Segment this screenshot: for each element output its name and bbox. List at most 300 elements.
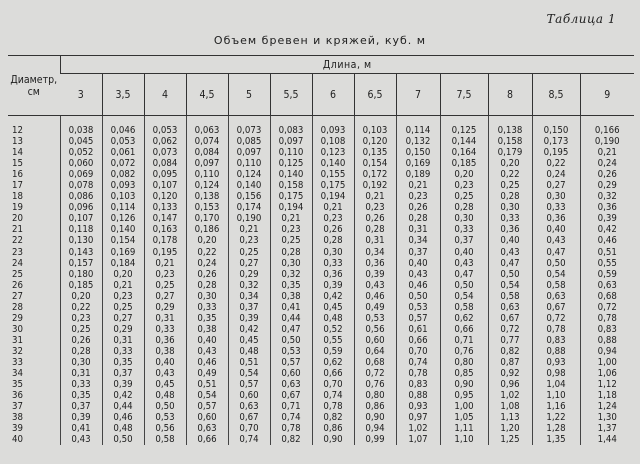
volume-cell: 0,32 xyxy=(270,269,312,280)
volume-cell: 0,170 xyxy=(186,213,228,224)
volume-cell: 0,88 xyxy=(532,346,580,357)
diameter-cell: 29 xyxy=(12,312,23,324)
volume-cell: 0,107 xyxy=(60,213,102,224)
volume-cell: 0,50 xyxy=(488,269,532,280)
table-row xyxy=(8,258,634,269)
volume-cell: 0,46 xyxy=(396,280,440,291)
volume-cell: 0,28 xyxy=(440,202,488,213)
volume-cell: 0,27 xyxy=(532,180,580,191)
volume-cell: 0,78 xyxy=(580,313,634,324)
table-row xyxy=(8,213,634,224)
volume-cell: 0,33 xyxy=(488,213,532,224)
volume-cell: 0,125 xyxy=(440,116,488,137)
volume-cell: 0,37 xyxy=(396,247,440,258)
table-row xyxy=(8,379,634,390)
volume-cell: 0,40 xyxy=(186,335,228,346)
volume-cell: 0,26 xyxy=(312,224,354,235)
table-row xyxy=(8,169,634,180)
volume-cell: 0,74 xyxy=(270,412,312,423)
volume-cell: 0,86 xyxy=(354,401,396,412)
volume-cell: 0,72 xyxy=(580,302,634,313)
volume-cell: 0,53 xyxy=(396,302,440,313)
volume-cell: 0,50 xyxy=(532,258,580,269)
volume-cell: 0,55 xyxy=(580,258,634,269)
volume-cell: 0,39 xyxy=(228,313,270,324)
volume-cell: 0,23 xyxy=(102,291,144,302)
volume-cell: 0,36 xyxy=(580,202,634,213)
volume-cell: 0,172 xyxy=(354,169,396,180)
volume-cell: 0,86 xyxy=(312,423,354,434)
volume-cell: 0,83 xyxy=(580,324,634,335)
volume-cell: 0,78 xyxy=(270,423,312,434)
volume-cell: 0,62 xyxy=(440,313,488,324)
volume-cell: 0,88 xyxy=(396,390,440,401)
volume-cell: 0,25 xyxy=(440,191,488,202)
volume-cell: 0,42 xyxy=(102,390,144,401)
table-body xyxy=(8,116,634,446)
volume-cell: 0,20 xyxy=(60,291,102,302)
diameter-cell: 31 xyxy=(12,334,23,346)
diameter-cell: 36 xyxy=(12,390,23,402)
volume-cell: 0,47 xyxy=(488,258,532,269)
volume-cell: 0,23 xyxy=(144,269,186,280)
volume-cell: 0,37 xyxy=(60,401,102,412)
volume-cell: 0,150 xyxy=(532,116,580,137)
volume-cell: 0,069 xyxy=(60,169,102,180)
volume-cell: 0,132 xyxy=(396,136,440,147)
volume-cell: 0,74 xyxy=(312,390,354,401)
volume-cell: 0,26 xyxy=(580,169,634,180)
table-row xyxy=(8,191,634,202)
volume-cell: 0,39 xyxy=(60,412,102,423)
volume-cell: 0,086 xyxy=(60,191,102,202)
volume-cell: 0,43 xyxy=(396,269,440,280)
volume-cell: 0,54 xyxy=(440,291,488,302)
volume-cell: 0,45 xyxy=(228,335,270,346)
length-column-header: 4,5 xyxy=(186,74,228,116)
volume-cell: 0,093 xyxy=(102,180,144,191)
volume-cell: 0,110 xyxy=(270,147,312,158)
volume-cell: 0,22 xyxy=(488,169,532,180)
volume-cell: 0,27 xyxy=(102,313,144,324)
volume-cell: 1,05 xyxy=(440,412,488,423)
volume-cell: 1,44 xyxy=(580,434,634,445)
volume-cell: 0,20 xyxy=(186,235,228,246)
volume-cell: 0,155 xyxy=(312,169,354,180)
length-column-header: 9 xyxy=(580,74,634,116)
volume-cell: 0,173 xyxy=(532,136,580,147)
volume-cell: 0,052 xyxy=(60,147,102,158)
volume-cell: 0,053 xyxy=(144,116,186,137)
diameter-cell: 34 xyxy=(12,368,23,380)
table-number-label: Таблица 1 xyxy=(546,12,616,26)
volume-cell: 0,060 xyxy=(60,158,102,169)
volume-cell: 0,47 xyxy=(532,247,580,258)
length-column-header: 7 xyxy=(396,74,440,116)
volume-cell: 0,20 xyxy=(488,158,532,169)
volume-cell: 0,49 xyxy=(186,368,228,379)
volume-cell: 0,35 xyxy=(60,390,102,401)
volume-cell: 0,153 xyxy=(186,202,228,213)
diameter-header xyxy=(8,56,60,116)
volume-cell: 0,190 xyxy=(228,213,270,224)
volume-cell: 0,093 xyxy=(312,116,354,137)
volume-cell: 0,22 xyxy=(186,247,228,258)
volume-cell: 0,60 xyxy=(228,390,270,401)
volume-cell: 1,12 xyxy=(580,379,634,390)
volume-cell: 0,66 xyxy=(440,324,488,335)
diameter-cell: 13 xyxy=(12,136,23,148)
volume-cell: 0,114 xyxy=(396,116,440,137)
volume-cell: 0,26 xyxy=(396,202,440,213)
volume-cell: 1,10 xyxy=(440,434,488,445)
volume-cell: 1,35 xyxy=(532,434,580,445)
volume-cell: 0,30 xyxy=(186,291,228,302)
volume-cell: 0,28 xyxy=(312,235,354,246)
volume-cell: 0,88 xyxy=(580,335,634,346)
volume-cell: 0,30 xyxy=(440,213,488,224)
volume-cell: 0,21 xyxy=(102,280,144,291)
volume-cell: 0,084 xyxy=(144,158,186,169)
table-row xyxy=(8,280,634,291)
table-row xyxy=(8,291,634,302)
volume-cell: 0,41 xyxy=(270,302,312,313)
volume-cell: 0,194 xyxy=(312,191,354,202)
table-title: Объем бревен и кряжей, куб. м xyxy=(213,34,427,47)
volume-cell: 0,23 xyxy=(312,213,354,224)
volume-cell: 0,130 xyxy=(60,235,102,246)
volume-cell: 0,038 xyxy=(60,116,102,137)
volume-cell: 0,98 xyxy=(532,368,580,379)
volume-cell: 0,39 xyxy=(580,213,634,224)
volume-cell: 0,34 xyxy=(396,235,440,246)
volume-cell: 0,43 xyxy=(60,434,102,445)
volume-cell: 0,50 xyxy=(396,291,440,302)
length-column-header: 8 xyxy=(488,74,532,116)
table-row xyxy=(8,302,634,313)
volume-cell: 0,60 xyxy=(186,412,228,423)
volume-cell: 0,55 xyxy=(312,335,354,346)
volume-cell: 0,60 xyxy=(270,368,312,379)
volume-cell: 0,074 xyxy=(186,136,228,147)
volume-cell: 0,26 xyxy=(60,335,102,346)
volume-cell: 0,22 xyxy=(532,158,580,169)
volume-cell: 0,21 xyxy=(396,180,440,191)
volume-cell: 0,87 xyxy=(488,357,532,368)
volume-cell: 0,44 xyxy=(270,313,312,324)
volume-cell: 0,58 xyxy=(532,280,580,291)
volume-cell: 0,138 xyxy=(186,191,228,202)
volume-cell: 0,94 xyxy=(580,346,634,357)
volume-cell: 0,36 xyxy=(532,213,580,224)
volume-cell: 0,46 xyxy=(580,235,634,246)
volume-cell: 0,67 xyxy=(228,412,270,423)
volume-cell: 0,140 xyxy=(312,158,354,169)
table-row xyxy=(8,423,634,434)
volume-cell: 0,41 xyxy=(60,423,102,434)
volume-cell: 0,190 xyxy=(580,136,634,147)
volume-cell: 0,38 xyxy=(270,291,312,302)
volume-cell: 0,24 xyxy=(580,158,634,169)
volume-cell: 0,63 xyxy=(488,302,532,313)
volume-cell: 0,110 xyxy=(186,169,228,180)
diameter-cell: 33 xyxy=(12,356,23,368)
volume-cell: 0,35 xyxy=(102,357,144,368)
volume-cell: 0,40 xyxy=(488,235,532,246)
table-row xyxy=(8,136,634,147)
volume-cell: 0,51 xyxy=(580,247,634,258)
volume-cell: 0,073 xyxy=(228,116,270,137)
volume-cell: 0,31 xyxy=(144,313,186,324)
volume-cell: 0,110 xyxy=(228,158,270,169)
volume-cell: 0,27 xyxy=(228,258,270,269)
length-column-header: 5,5 xyxy=(270,74,312,116)
volume-cell: 0,90 xyxy=(354,412,396,423)
volume-cell: 1,24 xyxy=(580,401,634,412)
volume-cell: 1,16 xyxy=(532,401,580,412)
volume-cell: 0,28 xyxy=(488,191,532,202)
table-row xyxy=(8,202,634,213)
volume-cell: 0,63 xyxy=(580,280,634,291)
diameter-cell: 25 xyxy=(12,268,23,280)
diameter-cell: 28 xyxy=(12,301,23,313)
volume-cell: 0,23 xyxy=(228,235,270,246)
volume-cell: 0,57 xyxy=(396,313,440,324)
volume-cell: 0,158 xyxy=(270,180,312,191)
volume-cell: 1,37 xyxy=(580,423,634,434)
volume-cell: 0,39 xyxy=(312,280,354,291)
volume-cell: 0,46 xyxy=(186,357,228,368)
volume-cell: 0,46 xyxy=(354,291,396,302)
volume-cell: 0,114 xyxy=(102,202,144,213)
volume-cell: 0,23 xyxy=(354,202,396,213)
diameter-cell: 40 xyxy=(12,434,23,446)
volume-cell: 0,82 xyxy=(270,434,312,445)
volume-cell: 0,36 xyxy=(354,258,396,269)
volume-cell: 0,192 xyxy=(354,180,396,191)
volume-cell: 0,43 xyxy=(532,235,580,246)
volume-cell: 0,59 xyxy=(580,269,634,280)
volume-cell: 0,63 xyxy=(228,401,270,412)
volume-cell: 0,38 xyxy=(144,346,186,357)
header-row-length-values xyxy=(8,74,634,116)
volume-cell: 0,195 xyxy=(144,247,186,258)
volume-cell: 0,48 xyxy=(102,423,144,434)
volume-cell: 0,174 xyxy=(228,202,270,213)
volume-cell: 0,33 xyxy=(144,324,186,335)
volume-cell: 0,63 xyxy=(532,291,580,302)
volume-cell: 1,18 xyxy=(580,390,634,401)
volume-cell: 0,42 xyxy=(312,291,354,302)
diameter-cell: 16 xyxy=(12,169,23,181)
volume-cell: 0,33 xyxy=(60,379,102,390)
volume-cell: 0,30 xyxy=(312,247,354,258)
volume-cell: 0,39 xyxy=(354,269,396,280)
volume-cell: 0,133 xyxy=(144,202,186,213)
volume-cell: 0,29 xyxy=(144,302,186,313)
volume-cell: 0,54 xyxy=(488,280,532,291)
volume-cell: 1,00 xyxy=(580,357,634,368)
volume-cell: 0,082 xyxy=(102,169,144,180)
volume-cell: 0,43 xyxy=(440,258,488,269)
volume-cell: 0,97 xyxy=(396,412,440,423)
table-row xyxy=(8,247,634,258)
diameter-cell: 21 xyxy=(12,224,23,236)
volume-cell: 0,053 xyxy=(102,136,144,147)
volume-cell: 0,158 xyxy=(488,136,532,147)
volume-cell: 0,63 xyxy=(270,379,312,390)
volume-cell: 0,157 xyxy=(60,258,102,269)
volume-cell: 0,70 xyxy=(312,379,354,390)
volume-cell: 0,67 xyxy=(488,313,532,324)
diameter-cell: 32 xyxy=(12,345,23,357)
volume-cell: 0,21 xyxy=(312,202,354,213)
volume-cell: 0,96 xyxy=(488,379,532,390)
volume-cell: 0,185 xyxy=(60,280,102,291)
volume-cell: 0,33 xyxy=(440,224,488,235)
volume-cell: 0,185 xyxy=(440,158,488,169)
volume-cell: 0,21 xyxy=(580,147,634,158)
diameter-cell: 22 xyxy=(12,235,23,247)
volume-cell: 0,28 xyxy=(60,346,102,357)
volume-cell: 0,57 xyxy=(186,401,228,412)
volume-cell: 0,084 xyxy=(186,147,228,158)
volume-cell: 0,36 xyxy=(488,224,532,235)
volume-cell: 0,175 xyxy=(270,191,312,202)
volume-cell: 0,189 xyxy=(396,169,440,180)
volume-cell: 0,47 xyxy=(270,324,312,335)
volume-cell: 0,53 xyxy=(144,412,186,423)
volume-cell: 0,21 xyxy=(228,224,270,235)
volume-cell: 0,26 xyxy=(354,213,396,224)
volume-cell: 0,30 xyxy=(532,191,580,202)
diameter-cell: 38 xyxy=(12,412,23,424)
volume-cell: 0,80 xyxy=(440,357,488,368)
volume-cell: 1,07 xyxy=(396,434,440,445)
volume-cell: 0,175 xyxy=(312,180,354,191)
volume-cell: 0,103 xyxy=(354,116,396,137)
volume-cell: 0,94 xyxy=(354,423,396,434)
volume-cell: 0,22 xyxy=(60,302,102,313)
table-row xyxy=(8,324,634,335)
volume-cell: 0,31 xyxy=(60,368,102,379)
volume-cell: 1,00 xyxy=(440,401,488,412)
length-column-header: 3 xyxy=(60,74,102,116)
volume-cell: 0,47 xyxy=(440,269,488,280)
table-row xyxy=(8,357,634,368)
volume-cell: 0,68 xyxy=(580,291,634,302)
volume-cell: 0,120 xyxy=(144,191,186,202)
volume-cell: 0,40 xyxy=(532,224,580,235)
volume-cell: 0,50 xyxy=(144,401,186,412)
volume-cell: 0,164 xyxy=(440,147,488,158)
volume-cell: 0,21 xyxy=(354,191,396,202)
volume-cell: 0,37 xyxy=(228,302,270,313)
volume-cell: 0,44 xyxy=(102,401,144,412)
volume-cell: 0,33 xyxy=(312,258,354,269)
volume-cell: 0,99 xyxy=(354,434,396,445)
diameter-cell: 24 xyxy=(12,257,23,269)
volume-cell: 0,25 xyxy=(270,235,312,246)
volume-cell: 0,43 xyxy=(144,368,186,379)
volume-cell: 0,53 xyxy=(354,313,396,324)
volume-cell: 0,163 xyxy=(144,224,186,235)
volume-cell: 0,32 xyxy=(228,280,270,291)
volume-cell: 0,58 xyxy=(488,291,532,302)
volume-cell: 0,38 xyxy=(186,324,228,335)
volume-cell: 0,54 xyxy=(186,390,228,401)
volume-cell: 0,62 xyxy=(312,357,354,368)
diameter-header-line-2: см xyxy=(27,85,40,98)
volume-cell: 0,64 xyxy=(354,346,396,357)
volume-cell: 0,140 xyxy=(228,180,270,191)
volume-cell: 0,40 xyxy=(396,258,440,269)
volume-cell: 0,24 xyxy=(186,258,228,269)
volume-cell: 0,20 xyxy=(440,169,488,180)
table-row xyxy=(8,401,634,412)
volume-cell: 0,25 xyxy=(60,324,102,335)
volume-cell: 0,29 xyxy=(228,269,270,280)
volume-cell: 0,57 xyxy=(270,357,312,368)
diameter-cell: 19 xyxy=(12,202,23,214)
volume-cell: 0,39 xyxy=(102,379,144,390)
volume-cell: 0,67 xyxy=(270,390,312,401)
volume-cell: 0,36 xyxy=(312,269,354,280)
volume-cell: 0,123 xyxy=(312,147,354,158)
volume-cell: 0,85 xyxy=(440,368,488,379)
volume-cell: 0,097 xyxy=(270,136,312,147)
volume-cell: 1,28 xyxy=(532,423,580,434)
volume-cell: 0,36 xyxy=(144,335,186,346)
volume-cell: 0,71 xyxy=(440,335,488,346)
volume-cell: 0,67 xyxy=(532,302,580,313)
length-header: Длина, м xyxy=(60,56,634,74)
volume-cell: 0,45 xyxy=(144,379,186,390)
header-row-length xyxy=(8,56,634,74)
table-row xyxy=(8,346,634,357)
table-row xyxy=(8,116,634,137)
volume-cell: 0,125 xyxy=(270,158,312,169)
volume-cell: 0,33 xyxy=(186,302,228,313)
volume-cell: 0,28 xyxy=(396,213,440,224)
volume-cell: 0,166 xyxy=(580,116,634,137)
volume-cell: 0,26 xyxy=(186,269,228,280)
volume-cell: 0,186 xyxy=(186,224,228,235)
volume-cell: 0,90 xyxy=(440,379,488,390)
volume-cell: 0,126 xyxy=(102,213,144,224)
volume-cell: 0,097 xyxy=(186,158,228,169)
diameter-cell: 20 xyxy=(12,213,23,225)
table-row xyxy=(8,434,634,445)
volume-cell: 0,63 xyxy=(186,423,228,434)
table-row xyxy=(8,412,634,423)
volume-cell: 0,51 xyxy=(228,357,270,368)
volume-cell: 0,073 xyxy=(144,147,186,158)
table-row xyxy=(8,368,634,379)
volume-cell: 0,118 xyxy=(60,224,102,235)
length-column-header: 3,5 xyxy=(102,74,144,116)
volume-cell: 0,063 xyxy=(186,116,228,137)
volume-cell: 0,25 xyxy=(488,180,532,191)
table-row xyxy=(8,390,634,401)
volume-cell: 0,51 xyxy=(186,379,228,390)
volume-cell: 0,57 xyxy=(228,379,270,390)
volume-cell: 0,169 xyxy=(396,158,440,169)
volume-cell: 0,31 xyxy=(102,335,144,346)
diameter-cell: 15 xyxy=(12,158,23,170)
volume-cell: 1,13 xyxy=(488,412,532,423)
volume-cell: 0,70 xyxy=(396,346,440,357)
